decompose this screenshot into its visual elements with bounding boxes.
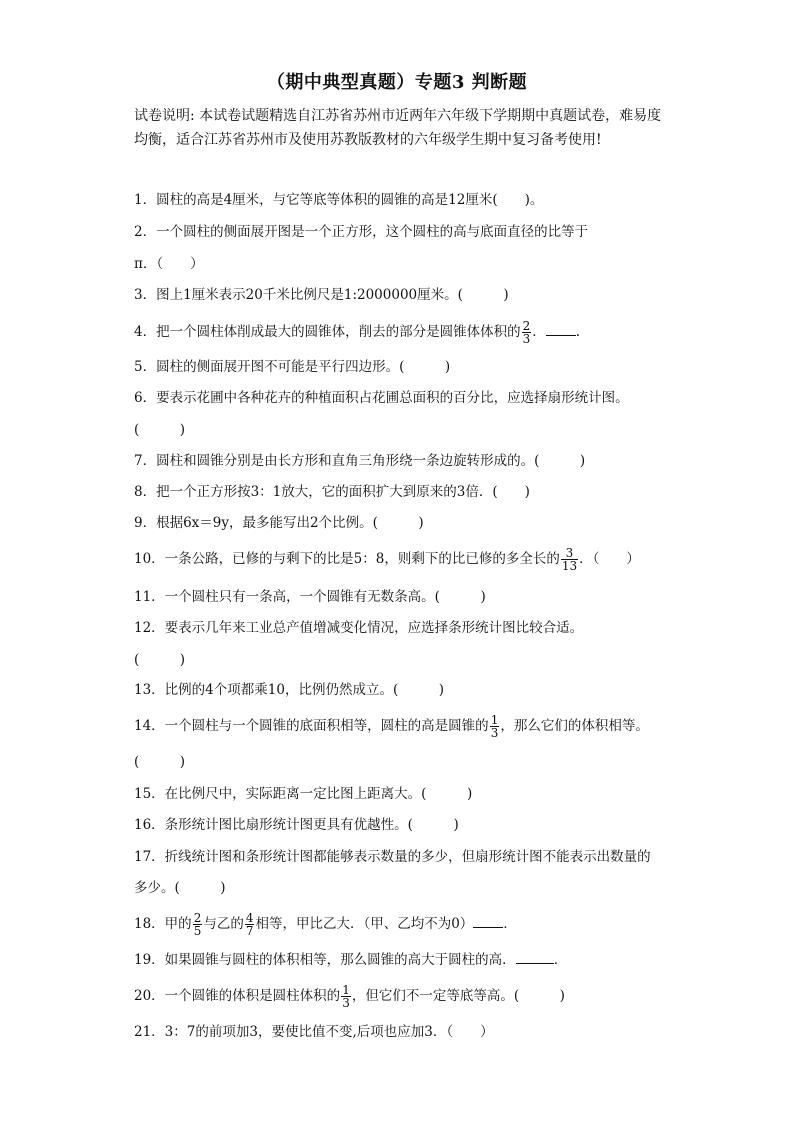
question-15: 15．在比例尺中，实际距离一定比图上距离大。( )	[134, 786, 473, 802]
question-10	[134, 547, 640, 572]
fraction-numerator: 1	[342, 983, 350, 997]
question-1: 1．圆柱的高是4厘米，与它等底等体积的圆锥的高是12厘米( )。	[134, 192, 544, 208]
fraction-denominator: 5	[193, 924, 202, 938]
fraction-numerator: 4	[245, 911, 254, 925]
question-18	[134, 912, 517, 937]
answer-blank[interactable]	[473, 915, 503, 928]
fraction	[193, 912, 203, 937]
question-16: 16．条形统计图比扇形统计图更具有优越性。( )	[134, 817, 459, 833]
question-6-continued: ( )	[134, 422, 186, 438]
fraction-numerator: 1	[490, 713, 499, 727]
question-12: 12．要表示几年来工业总产值增减变化情况，应选择条形统计图比较合适。	[134, 620, 584, 636]
fraction	[245, 912, 255, 937]
question-7: 7．圆柱和圆锥分别是由长方形和直角三角形绕一条边旋转形成的。( )	[134, 453, 586, 469]
question-18-suffix: ．	[503, 916, 517, 932]
question-10-suffix: ．（ ）	[579, 551, 640, 567]
question-11: 11．一个圆柱只有一条高，一个圆锥有无数条高。( )	[134, 589, 486, 605]
question-19	[134, 950, 567, 970]
fraction-denominator: 3	[522, 332, 531, 346]
question-6: 6．要表示花圃中各种花卉的种植面积占花圃总面积的百分比，应选择扇形统计图。	[134, 390, 629, 406]
fraction-denominator: 7	[245, 924, 254, 938]
question-9: 9．根据6x＝9y，最多能写出2个比例。( )	[134, 515, 424, 531]
question-14-suffix: ，那么它们的体积相等。	[500, 718, 649, 734]
question-13: 13．比例的4个项都乘10，比例仍然成立。( )	[134, 682, 444, 698]
question-21: 21．3：7的前项加3，要使比值不变,后项也应加3．（ ）	[134, 1024, 494, 1040]
question-10-text: 10．一条公路，已修的与剩下的比是5：8，则剩下的比已修的多全长的	[134, 551, 560, 567]
exam-instructions: 试卷说明: 本试卷试题精选自江苏省苏州市近两年六年级下学期期中真题试卷，难易度均衡，适合江苏省苏州市及使用苏教版教材的六年级学生期中复习备考使用!	[134, 108, 662, 148]
question-20-suffix: ，但它们不一定等底等高。( )	[351, 988, 565, 1004]
page-title: （期中典型真题）专题3 判断题	[266, 72, 528, 93]
question-20	[134, 984, 565, 1009]
question-18-text-c: 相等，甲比乙大．（甲、乙均不为0）	[255, 916, 474, 932]
question-14-continued: ( )	[134, 754, 186, 770]
fraction-numerator: 2	[522, 319, 531, 333]
fraction	[522, 320, 532, 345]
question-14-text: 14．一个圆柱与一个圆锥的底面积相等，圆柱的高是圆锥的	[134, 718, 489, 734]
question-4-text: 4．把一个圆柱体削成最大的圆锥体，削去的部分是圆锥体体积的	[134, 324, 521, 340]
question-14	[134, 714, 649, 739]
fraction	[341, 984, 351, 1009]
question-4-suffix: ．	[532, 324, 546, 340]
question-12-continued: ( )	[134, 652, 186, 668]
fraction	[561, 547, 578, 572]
fraction-denominator: 3	[490, 726, 499, 740]
question-17-continued: 多少。( )	[134, 880, 226, 896]
fraction	[490, 714, 500, 739]
fraction-denominator: 3	[342, 996, 350, 1010]
answer-blank[interactable]	[516, 951, 554, 964]
question-18-text-b: 与乙的	[203, 916, 244, 932]
question-19-suffix: ．	[553, 952, 568, 968]
question-8: 8．把一个正方形按3：1放大，它的面积扩大到原来的3倍．( )	[134, 484, 530, 500]
fraction-numerator: 3	[561, 547, 578, 560]
question-3: 3．图上1厘米表示20千米比例尺是1:2000000厘米。( )	[134, 287, 509, 303]
question-19-text: 19．如果圆锥与圆柱的体积相等，那么圆锥的高大于圆柱的高．	[134, 952, 516, 968]
question-4: 4．把一个圆柱体削成最大的圆锥体，削去的部分是圆锥体体积的 $\frac{2}{3}$ ． .	[134, 319, 581, 346]
fraction-numerator: 2	[193, 911, 202, 925]
fraction-denominator: 13	[561, 559, 578, 573]
question-20-text: 20．一个圆锥的体积是圆柱体积的	[134, 988, 341, 1004]
question-2: 2．一个圆柱的侧面展开图是一个正方形，这个圆柱的高与底面直径的比等于	[134, 224, 589, 240]
question-18-text-a: 18．甲的	[134, 916, 192, 932]
question-17: 17．折线统计图和条形统计图都能够表示数量的多少，但扇形统计图不能表示出数量的	[134, 849, 651, 865]
question-2-continued: π．（ ）	[134, 256, 204, 272]
answer-blank[interactable]	[546, 323, 576, 336]
question-5: 5．圆柱的侧面展开图不可能是平行四边形。( )	[134, 359, 451, 375]
